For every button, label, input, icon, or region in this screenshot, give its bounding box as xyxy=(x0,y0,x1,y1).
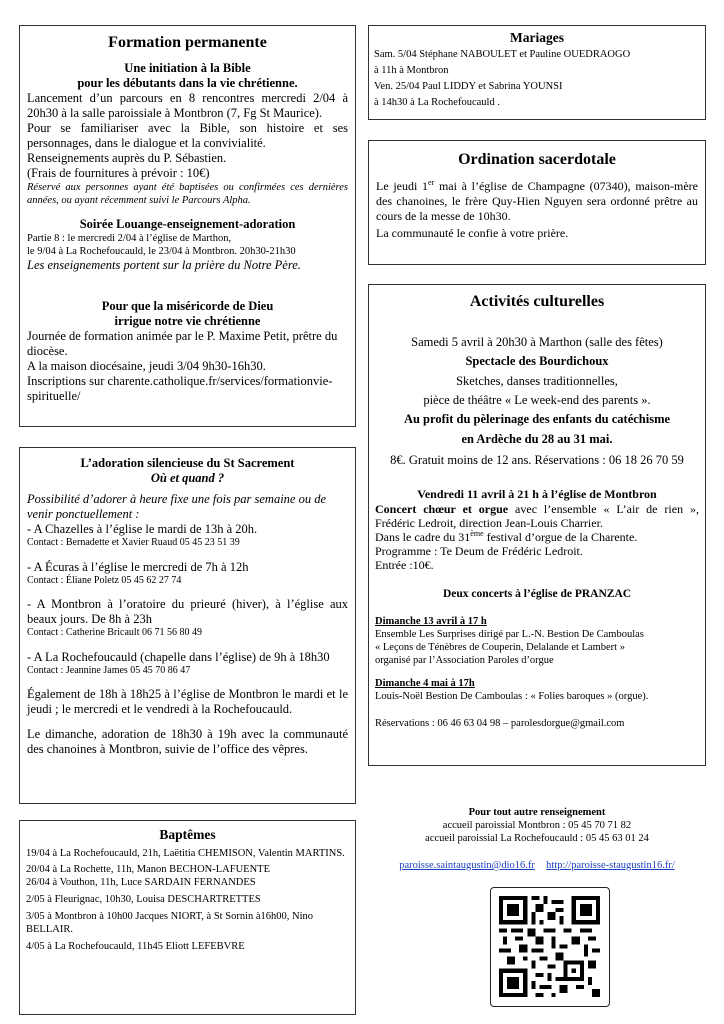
bible-text-1: Lancement d’un parcours en 8 rencontres mercredi 2/04 à 20h30 à la salle paroissiale à Montbron (7, Fg St Maurice). xyxy=(27,91,348,120)
bapteme-entry: 3/05 à Montbron à 10h00 Jacques NIORT, à St Sornin à16h00, Nino BELLAIR. xyxy=(26,911,314,935)
ordination-text-a: Le jeudi 1 xyxy=(376,179,429,193)
bible-text-4: (Frais de fournitures à prévoir : 10€) xyxy=(27,166,210,180)
adoration-box xyxy=(19,447,356,804)
bapteme-entry: 26/04 à Vouthon, 11h, Luce SARDAIN FERNANDES xyxy=(26,877,256,888)
formation-title: Formation permanente xyxy=(108,34,267,51)
event1-line-4: pièce de théâtre « Le week-end des parents ». xyxy=(423,393,651,407)
email-link[interactable]: paroisse.saintaugustin@dio16.fr xyxy=(399,860,535,871)
contact-montbron: accueil paroissial Montbron : 05 45 70 71 82 xyxy=(442,820,632,831)
bapteme-entry: 4/05 à La Rochefoucauld, 11h45 Eliott LEFEBVRE xyxy=(26,941,245,952)
event2-festival-b: festival d’orgue de la Charente. xyxy=(483,530,638,544)
ordination-text-b: mai à l’église de Champagne (07340), maison-mère des chanoines, le frère Quy-Hien Nguyen sera ordonné prêtre au cours de la messe de 10h30. xyxy=(376,179,698,223)
pranzac-title: Deux concerts à l’église de PRANZAC xyxy=(442,588,632,600)
misericorde-heading-1: Pour que la miséricorde de Dieu xyxy=(101,299,274,313)
concert2-line-1: Louis-Noël Bestion De Camboulas : « Folies baroques » (orgue). xyxy=(375,691,649,702)
event1-line-3: Sketches, danses traditionnelles, xyxy=(456,374,618,388)
bible-text-2: Pour se familiariser avec la Bible, son histoire et ses personnages, dans le dialogue et la convivialité. xyxy=(27,121,348,150)
adoration-subtitle: Où et quand ? xyxy=(150,471,225,485)
egalement-text: Également de 18h à 18h25 à l’église de Montbron le mardi et le jeudi ; le mercredi et le vendredi à la Rochefoucauld. xyxy=(27,687,348,716)
soiree-title: Soirée Louange-enseignement-adoration xyxy=(79,217,296,231)
ecuras-text: - A Écuras à l’église le mercredi de 7h à 12h xyxy=(27,559,249,574)
activites-title: Activités culturelles xyxy=(469,293,605,310)
montbron-text: - A Montbron à l’oratoire du prieuré (hiver), à l’église aux beaux jours. De 8h à 23h xyxy=(27,597,348,626)
bapteme-entry: 20/04 à La Rochette, 11h, Manon BECHON-LAFUENTE xyxy=(26,864,270,875)
ordination-priere: La communauté le confie à votre prière. xyxy=(376,226,569,240)
mariage-line-2: à 11h à Montbron xyxy=(374,65,449,76)
ordination-sup: er xyxy=(428,178,435,187)
ordination-text xyxy=(376,179,698,224)
event1-line-6: en Ardèche du 28 au 31 mai. xyxy=(461,432,613,446)
bible-note: Réservé aux personnes ayant été baptisées ou confirmées ces dernières années, ou ayant récemment suivi le Parcours Alpha. xyxy=(27,182,348,206)
chazelles-contact: Contact : Bernadette et Xavier Ruaud 05 45 23 51 39 xyxy=(27,537,240,548)
event2-sup: ème xyxy=(470,529,484,538)
mariages-box xyxy=(368,25,706,120)
baptemes-title: Baptêmes xyxy=(159,827,216,842)
misericorde-text-2: A la maison diocésaine, jeudi 3/04 9h30-16h30. xyxy=(27,359,266,373)
contact-block xyxy=(368,806,706,872)
reservations-text: Réservations : 06 46 63 04 98 – parolesdorgue@gmail.com xyxy=(375,718,625,729)
dimanche-text: Le dimanche, adoration de 18h30 à 19h avec la communauté des chanoines à Montbron, suivie de l’office des vêpres. xyxy=(27,727,348,756)
ordination-title: Ordination sacerdotale xyxy=(458,151,616,168)
qr-code[interactable] xyxy=(490,887,610,1007)
baptemes-box xyxy=(19,820,356,1015)
bapteme-entry: 19/04 à La Rochefoucauld, 21h, Laëtitia CHEMISON, Valentin MARTINS. xyxy=(26,848,345,859)
montbron-contact: Contact : Catherine Bricault 06 71 56 80 49 xyxy=(27,627,202,638)
mariage-line-3: Ven. 25/04 Paul LIDDY et Sabrina YOUNSI xyxy=(374,81,563,92)
concert1-line-2: « Leçons de Ténèbres de Couperin, Delalande et Lambert » xyxy=(375,642,625,653)
larochefoucauld-text: - A La Rochefoucauld (chapelle dans l’église) de 9h à 18h30 xyxy=(27,649,330,664)
contact-title: Pour tout autre renseignement xyxy=(468,807,606,818)
event2-ensemble: avec l’ensemble « L’air de rien », Frédéric Ledroit, direction Jean-Louis Charrier. xyxy=(375,502,699,530)
formation-box xyxy=(19,25,356,427)
event2-festival-a: Dans le cadre du 31 xyxy=(375,530,471,544)
event2-line-1: Vendredi 11 avril à 21 h à l’église de Montbron xyxy=(417,487,657,501)
ecuras-contact: Contact : Éliane Poletz 05 45 62 27 74 xyxy=(27,574,182,586)
bapteme-entry: 2/05 à Fleurignac, 10h30, Louisa DESCHARTRETTES xyxy=(26,894,261,905)
concert1-line-1: Ensemble Les Surprises dirigé par L.-N. Bestion De Camboulas xyxy=(375,629,644,640)
adoration-intro: Possibilité d’adorer à heure fixe une fois par semaine ou de venir ponctuellement : xyxy=(27,492,327,521)
event1-line-2: Spectacle des Bourdichoux xyxy=(465,354,609,368)
mariages-title: Mariages xyxy=(510,30,564,45)
bible-heading-1: Une initiation à la Bible xyxy=(124,61,251,75)
website-link[interactable]: http://paroisse-staugustin16.fr/ xyxy=(546,860,675,871)
soiree-line-1: Partie 8 : le mercredi 2/04 à l’église de Marthon, xyxy=(27,233,232,244)
larochefoucauld-contact: Contact : Jeannine James 05 45 70 86 47 xyxy=(27,664,191,676)
concert2-date: Dimanche 4 mai à 17h xyxy=(375,678,475,689)
concert1-line-3: organisé par l’Association Paroles d’orgue xyxy=(375,655,554,666)
soiree-line-2: le 9/04 à La Rochefoucauld, le 23/04 à Montbron. 20h30-21h30 xyxy=(27,246,296,257)
mariage-line-1: Sam. 5/04 Stéphane NABOULET et Pauline OUEDRAOGO xyxy=(374,49,631,60)
ordination-box xyxy=(368,140,706,265)
contact-larochefoucauld: accueil paroissial La Rochefoucauld : 05 45 63 01 24 xyxy=(425,833,649,844)
bible-text-3: Renseignements auprès du P. Sébastien. xyxy=(27,151,227,165)
bible-heading-2: pour les débutants dans la vie chrétienne. xyxy=(77,76,298,90)
contact-links xyxy=(368,859,706,872)
misericorde-text-1: Journée de formation animée par le P. Maxime Petit, prêtre du diocèse. xyxy=(27,329,338,358)
qr-code-icon xyxy=(499,896,600,997)
event2-line-2 xyxy=(375,502,699,530)
event2-line-5: Entrée :10€. xyxy=(375,558,434,572)
event1-line-1: Samedi 5 avril à 20h30 à Marthon (salle des fêtes) xyxy=(411,335,663,349)
event1-line-7: 8€. Gratuit moins de 12 ans. Réservations : 06 18 26 70 59 xyxy=(390,453,684,467)
chazelles-text: - A Chazelles à l’église le mardi de 13h à 20h. xyxy=(27,522,258,536)
misericorde-heading-2: irrigue notre vie chrétienne xyxy=(114,314,261,328)
event1-line-5: Au profit du pèlerinage des enfants du catéchisme xyxy=(403,412,671,426)
event2-concert: Concert chœur et orgue xyxy=(375,502,509,516)
soiree-note: Les enseignements portent sur la prière du Notre Père. xyxy=(27,258,301,272)
adoration-title: L’adoration silencieuse du St Sacrement xyxy=(80,456,295,470)
activites-box xyxy=(368,284,706,766)
mariage-line-4: à 14h30 à La Rochefoucauld . xyxy=(374,97,500,108)
concert1-date: Dimanche 13 avril à 17 h xyxy=(375,616,487,627)
misericorde-text-3: Inscriptions sur charente.catholique.fr/services/formationvie-spirituelle/ xyxy=(27,374,333,403)
event2-line-4: Programme : Te Deum de Frédéric Ledroit. xyxy=(375,544,583,558)
event2-line-3 xyxy=(375,530,699,544)
